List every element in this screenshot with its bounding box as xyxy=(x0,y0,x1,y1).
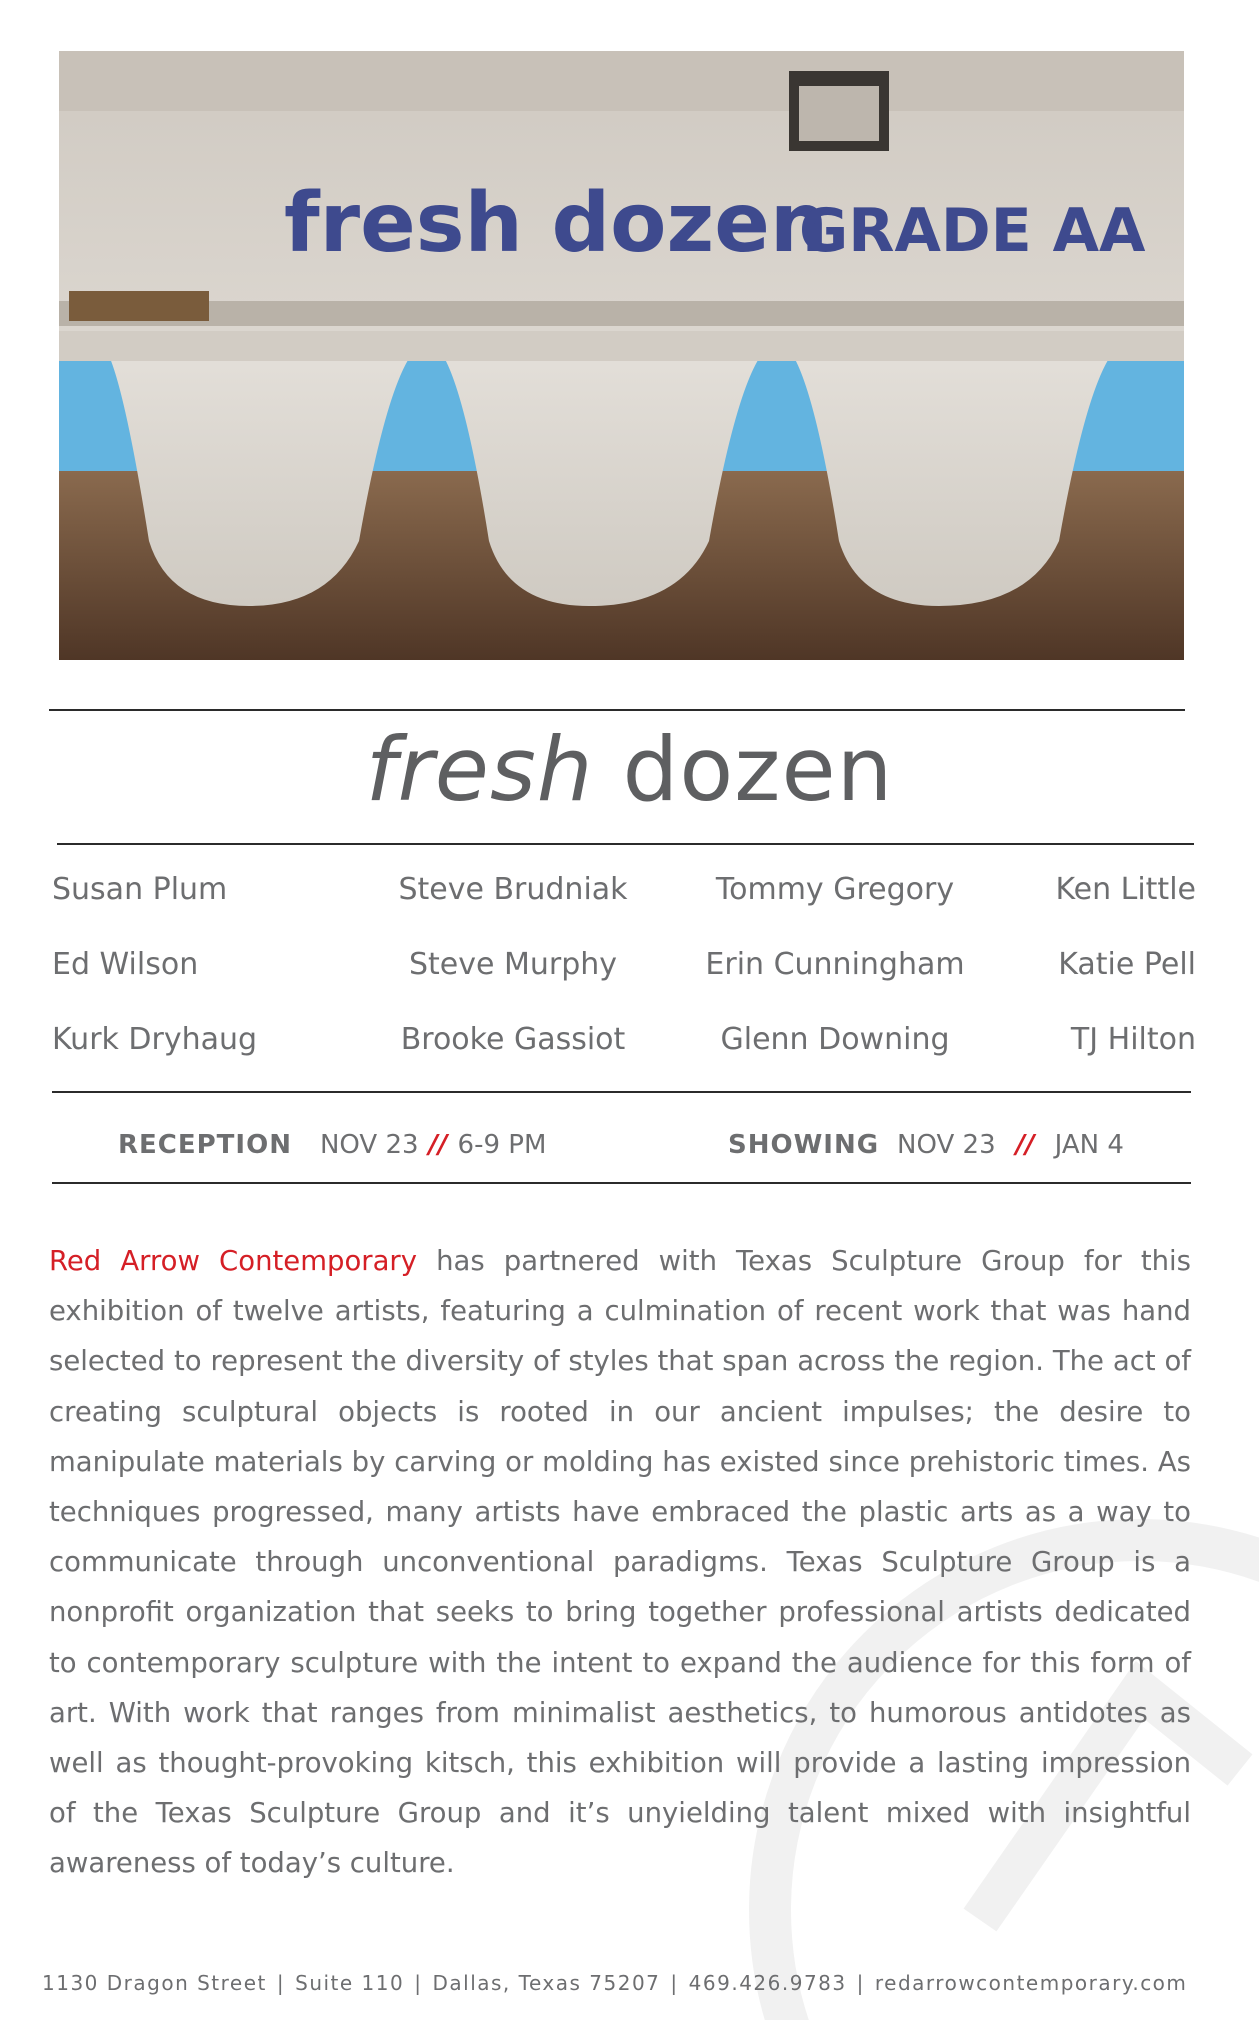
showing-separator: // xyxy=(1015,1130,1035,1160)
dates-top-divider xyxy=(52,1091,1191,1093)
title-divider xyxy=(57,843,1194,845)
showing-end: JAN 4 xyxy=(1054,1130,1124,1160)
footer-website[interactable]: redarrowcontemporary.com xyxy=(874,1971,1188,1995)
reception-label: RECEPTION xyxy=(118,1130,292,1160)
showing-label: SHOWING xyxy=(728,1130,880,1160)
hero-photo xyxy=(59,51,1184,660)
description-text: has partnered with Texas Sculpture Group for this exhibition of twelve artists, featuring a culmination of recent work that was hand selected to represent the diversity of styles that span across the region. The act of creating sculptural objects is rooted in our ancient impulses; the desire to manipulate materials by carving or molding has existed since prehistoric times. As techniques progressed, many artists have embraced the plastic arts as a way to communicate through unconventional paradigms. Texas Sculpture Group is a nonprofit organization that seeks to bring together professional artists dedicated to contemporary sculpture with the intent to expand the audience for this form of art. With work that ranges from minimalist aesthetics, to humorous antidotes as well as thought-provoking kitsch, this exhibition will provide a lasting impression of the Texas Sculpture Group and it’s unyielding talent mixed with insightful awareness of today’s culture. xyxy=(49,1245,1191,1880)
footer-divider: | xyxy=(856,1971,865,1995)
footer-contact xyxy=(42,1963,1202,2003)
artist-name: Brooke Gassiot xyxy=(400,1022,626,1057)
reception-info xyxy=(118,1120,546,1170)
artist-name: Katie Pell xyxy=(1058,947,1196,982)
artist-name: Steve Murphy xyxy=(408,947,618,982)
exhibition-title xyxy=(0,720,1259,820)
dates-bottom-divider xyxy=(52,1182,1191,1184)
artist-name: Ed Wilson xyxy=(52,947,199,982)
reception-date: NOV 23 xyxy=(319,1130,419,1160)
footer-divider: | xyxy=(276,1971,286,1995)
footer-suite: Suite 110 xyxy=(295,1971,405,1995)
title-fresh: fresh xyxy=(365,718,594,821)
artist-name: Ken Little xyxy=(1055,872,1196,907)
artist-name: Tommy Gregory xyxy=(715,872,955,907)
artist-name: Kurk Dryhaug xyxy=(52,1022,258,1057)
carton-text-bold: GRADE AA xyxy=(799,196,1146,266)
artist-name: Glenn Downing xyxy=(720,1022,950,1057)
footer-phone: 469.426.9783 xyxy=(688,1971,847,1995)
artist-name: Susan Plum xyxy=(52,872,228,907)
footer-city: Dallas, Texas 75207 xyxy=(432,1971,661,1995)
gallery-name: Red Arrow Contemporary xyxy=(49,1245,418,1277)
top-divider xyxy=(49,709,1185,711)
showing-start: NOV 23 xyxy=(897,1130,996,1160)
footer-street: 1130 Dragon Street xyxy=(42,1971,267,1995)
reception-time: 6-9 PM xyxy=(457,1130,547,1160)
carton-text-script: fresh dozen xyxy=(284,176,829,271)
exhibition-description xyxy=(49,1236,1191,1889)
reception-separator: // xyxy=(428,1130,448,1160)
artist-name: Erin Cunningham xyxy=(705,947,965,982)
artist-list xyxy=(52,865,1196,1090)
artist-name: Steve Brudniak xyxy=(398,872,628,907)
footer-divider: | xyxy=(414,1971,423,1995)
artist-name: TJ Hilton xyxy=(1070,1022,1196,1057)
egg-carton-image xyxy=(59,51,1184,660)
showing-info xyxy=(728,1120,1124,1170)
title-dozen: dozen xyxy=(622,718,894,821)
footer-divider: | xyxy=(670,1971,679,1995)
